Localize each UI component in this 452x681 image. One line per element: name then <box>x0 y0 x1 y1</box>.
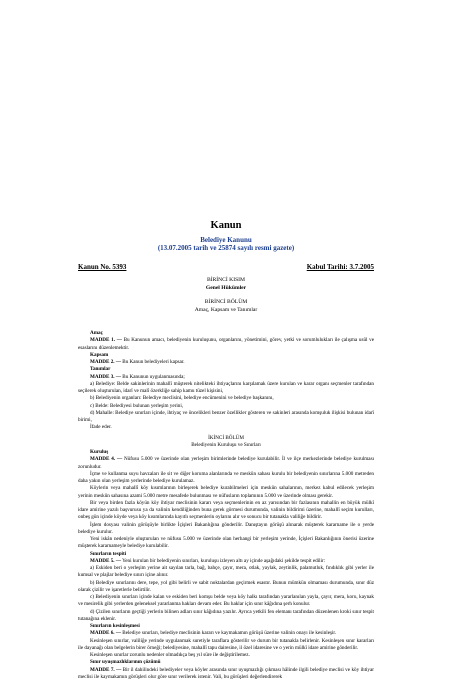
definition-item: b) Belediyenin organları: Belediye meclisini, belediye encümenini ve belediye başkanını, <box>78 395 374 402</box>
article-label: MADDE 4. — <box>90 456 122 462</box>
definition-item: d) Mahalle: Belediye sınırları içinde, ihtiyaç ve öncelikleri benzer özellikler gösteren ve sakinleri arasında komşuluk ilişkisi bulunan idarî birimi, <box>78 410 374 425</box>
paragraph: Yeni iskân nedeniyle oluşturulan ve nüfusu 5.000 ve üzerinde olan herhangi bir yerleşim yerinde, İçişleri Bakanlığının önerisi üzerine müşterek kararnameyle belediye kurulabilir. <box>78 536 374 551</box>
paragraph: Kesinleşen sınırlar zorunlu nedenler olmadıkça beş yıl süre ile değiştirilemez. <box>78 652 374 659</box>
part-heading: BİRİNCİ KISIM <box>0 277 452 283</box>
article-4 <box>78 456 374 471</box>
article-text: Bu Kanun belediyeleri kapsar. <box>121 359 185 365</box>
article-label: MADDE 7. — <box>90 667 121 673</box>
article-text: Belediye sınırları, belediye meclisinin kararı ve kaymakamın görüşü üzerine valinin onayı ile kesinleşir. <box>121 630 336 636</box>
article-text: Nüfusu 5.000 ve üzerinde olan yerleşim birimlerinde belediye kurulabilir. İl ve ilçe merkezlerinde belediye kurulması zorunludur. <box>78 456 374 469</box>
law-acceptance-date: Kabul Tarihi: 3.7.2005 <box>307 263 374 271</box>
chapter-heading: BİRİNCİ BÖLÜM <box>0 299 452 305</box>
article-5 <box>78 558 374 565</box>
law-number: Kanun No. 5393 <box>78 263 126 271</box>
article-label: MADDE 2. — <box>90 359 121 365</box>
gazette-reference: (13.07.2005 tarih ve 25874 sayılı resmi gazete) <box>0 244 452 252</box>
law-body <box>78 330 374 681</box>
part-title: Genel Hükümler <box>0 285 452 291</box>
definition-item: c) Belde: Belediyesi bulunan yerleşim yerini, <box>78 403 374 410</box>
section-heading: Tanımlar <box>78 366 374 373</box>
article-3 <box>78 374 374 381</box>
section-heading: Sınır uyuşmazlıklarının çözümü <box>78 659 374 666</box>
document-title: Kanun <box>0 220 452 231</box>
article-text: Yeni kurulan bir belediyenin sınırları, kuruluşu izleyen altı ay içinde aşağıdaki şekilde tespit edilir: <box>121 558 325 564</box>
list-item: a) Eskiden beri o yerleşim yerine ait sayılan tarla, bağ, bahçe, çayır, mera, otlak, yaylak, zeytinlik, palamutluk, fındıklık gibi yerler ile kumsal ve plajlar belediye sınırı içine alınır. <box>78 565 374 580</box>
paragraph: Kesinleşen sınırlar, valiliğe yerinde uygulanmak suretiyle taraflara gösterilir ve durum bir tutanakla belirlenir. Kesinleşen sınır kararları ile dayanağı olan belgelerin birer örneği; belediyesine, mahallî tapu dairesine, il özel idaresine ve o yerin mülkî idare amirine gönderilir. <box>78 638 374 653</box>
chapter-heading: İKİNCİ BÖLÜM <box>78 435 374 442</box>
paragraph: Köylerin veya mahallî köy kısımlarının birleşerek belediye kurabilmeleri için meskûn sahalarının, merkez kabul edilecek yerleşim yerinin meskûn sahasına azami 5.000 metre mesafede bulunması ve nüfusların toplamının 5.000 ve üzerinde olması gerekir. <box>78 485 374 500</box>
list-item: c) Belediyenin sınırları içinde kalan ve eskiden beri komşu belde veya köy halkı tarafından yararlanılan yayla, çayır, mera, koru, kaynak ve mesirelik gibi yerlerden geleneksel yararlanma hakları devam eder. Bu haklar için sınır kâğıdına şerh konulur. <box>78 594 374 609</box>
article-text: Bu Kanunun uygulanmasında; <box>121 374 185 380</box>
paragraph: İşlem dosyası valinin görüşüyle birlikte İçişleri Bakanlığına gönderilir. Danıştayın görüşü alınarak müşterek kararname ile o yerde belediye kurulur. <box>78 522 374 537</box>
article-text: Bir il dahilindeki belediyeler veya köyler arasında sınır uyuşmazlığı çıkması hâlinde ilgili belediye meclisi ve köy ihtiyar meclisi ile kaymakamın görüşleri olur göre sınır verilerek istenir. Vali, bu görüşleri değerlendirerek <box>78 667 374 680</box>
paragraph: Bir veya birden fazla köyün köy ihtiyar meclisinin kararı veya seçmenlerinin en az yarısından bir fazlasının mahallin en büyük mülkî idare amirine yazılı başvurusu ya da valinin kendiliğinden buna gerek görmesi durumunda, valinin bildirimi üzerine, mahallî seçim kurulları, onbeş gün içinde köyde veya köy kısımlarında kayıtlı seçmenlerin oylarını alır ve sonucu bir tutanakla valiliğe bildirir. <box>78 500 374 522</box>
chapter-title: Amaç, Kapsam ve Tanımlar <box>0 307 452 313</box>
article-label: MADDE 5. — <box>90 558 121 564</box>
article-2 <box>78 359 374 366</box>
chapter-title: Belediyenin Kuruluşu ve Sınırları <box>78 442 374 449</box>
paragraph: İçme ve kullanma suyu havzaları ile sit ve diğer koruma alanlarında ve meskûn sahası kurulu bir belediyenin sınırlarına 5.000 metreden daha yakın olan yerleşim yerlerinde belediye kurulamaz. <box>78 471 374 486</box>
section-heading: Kapsam <box>78 352 374 359</box>
definition-end: İfade eder. <box>78 424 374 431</box>
list-item: d) Çizilen sınırların geçtiği yerlerin bilinen adları sınır kâğıdına yazılır. Ayrıca yetkili fen elemanı tarafından düzenlenen kroki sınır tespit tutanağına eklenir. <box>78 609 374 624</box>
law-name: Belediye Kanunu <box>0 236 452 244</box>
section-heading: Kuruluş <box>78 449 374 456</box>
article-label: MADDE 6. — <box>90 630 121 636</box>
article-label: MADDE 3. — <box>90 374 121 380</box>
definition-item: a) Belediye: Belde sakinlerinin mahallî müşterek nitelikteki ihtiyaçlarını karşılamak üzere kurulan ve karar organı seçmenler tarafından seçilerek oluşturulan, idarî ve malî özerkliğe sahip kamu tüzel kişisini, <box>78 381 374 396</box>
article-7 <box>78 667 374 681</box>
article-text: Bu Kanunun amacı, belediyenin kuruluşunu, organlarını, yönetimini, görev, yetki ve sorumlulukları ile çalışma usûl ve esaslarını düzenlemektir. <box>78 337 374 350</box>
article-1 <box>78 337 374 352</box>
article-6 <box>78 630 374 637</box>
section-heading: Sınırların tespiti <box>78 551 374 558</box>
section-heading: Sınırların kesinleşmesi <box>78 623 374 630</box>
section-heading: Amaç <box>78 330 374 337</box>
list-item: b) Belediye sınırlarını dere, tepe, yol gibi belirli ve sabit noktalardan geçirmek esastır. Bunun mümkün olmaması durumunda, sınır düz olarak çizilir ve işaretlerle belirtilir. <box>78 580 374 595</box>
article-label: MADDE 1. — <box>90 337 122 343</box>
